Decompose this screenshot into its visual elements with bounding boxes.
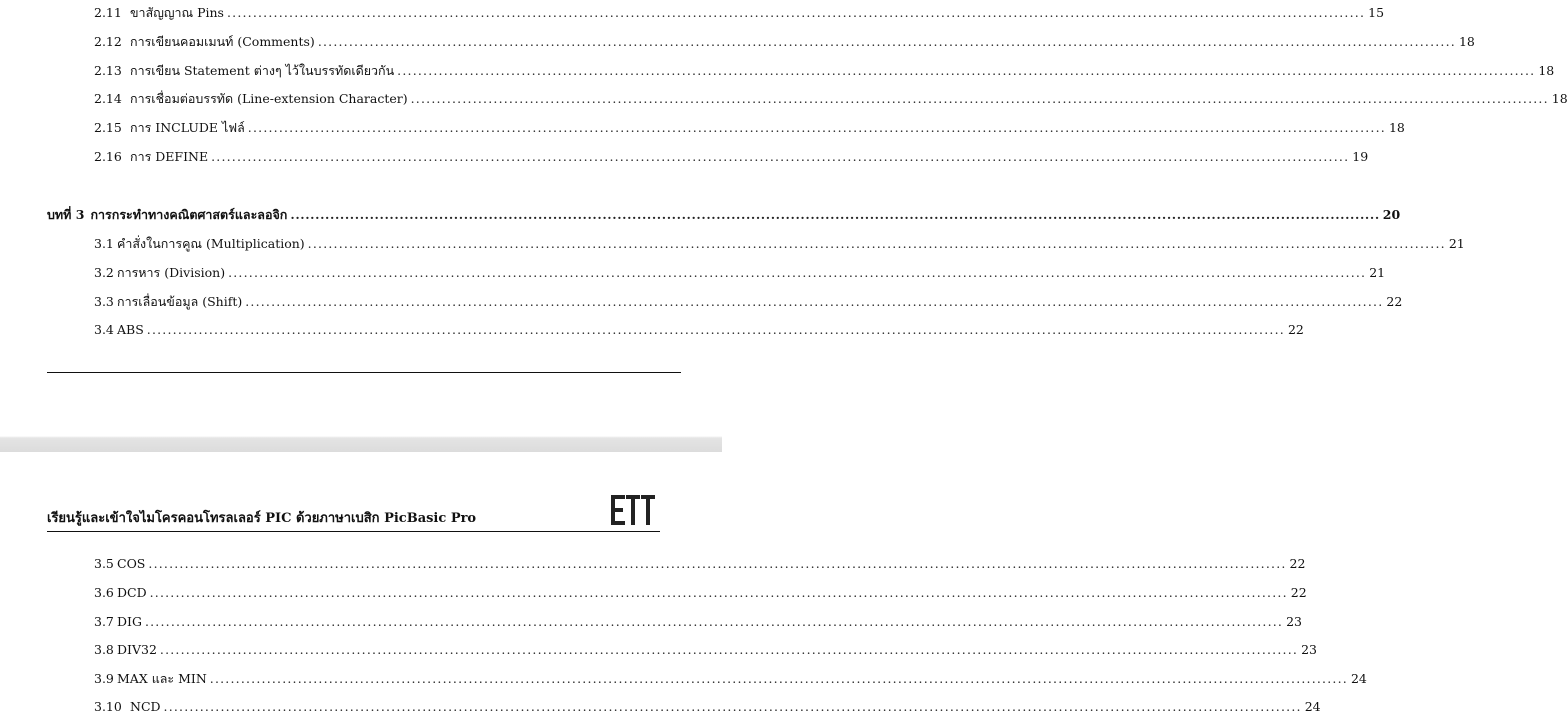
toc-entry-label: [94, 322, 144, 338]
dot-leader: ............................................................................................................................................................................................................................: [149, 585, 1288, 600]
toc-entry-label: [94, 120, 245, 136]
toc-entry-title: การเชื่อมต่อบรรทัด (Line-extension Character): [130, 91, 408, 106]
dot-leader: ............................................................................................................................................................................................................................: [163, 699, 1302, 714]
toc-entry-label: [94, 671, 207, 687]
toc-entry-title: NCD: [130, 699, 161, 714]
toc-entry-title: การเขียน Statement ต่างๆ ไว้ในบรรทัดเดียวกัน: [130, 63, 395, 78]
toc-entry-label: [94, 5, 224, 21]
toc-entry-2-12: [94, 34, 1475, 50]
toc-entry-number: 3.4: [94, 322, 114, 337]
toc-entry-number: 3.6: [94, 585, 114, 600]
toc-entry-page: 18: [1458, 34, 1475, 49]
toc-entry-label: [94, 614, 142, 630]
toc-entry-page: 15: [1368, 5, 1385, 20]
toc-entry-2-15: [94, 120, 1405, 136]
dot-leader: ............................................................................................................................................................................................................................: [159, 642, 1299, 657]
toc-entry-number: 3.2: [94, 265, 114, 280]
toc-entry-title: การเขียนคอมเมนท์ (Comments): [130, 34, 315, 49]
toc-entry-label: [94, 63, 394, 79]
toc-entry-number: 3.8: [94, 642, 114, 657]
toc-entry-label: [94, 91, 408, 107]
toc-entry-3-10: [94, 699, 1321, 715]
toc-entry-3-4: [94, 322, 1304, 338]
dot-leader: ............................................................................................................................................................................................................................: [397, 63, 1536, 78]
toc-entry-title: ABS: [117, 322, 144, 337]
toc-entry-title: การ INCLUDE ไฟล์: [130, 120, 245, 135]
toc-entry-page: 22: [1386, 294, 1403, 309]
dot-leader: ............................................................................................................................................................................................................................: [245, 294, 1384, 309]
chapter-title: การกระทำทางคณิตศาสตร์และลอจิก: [90, 207, 288, 222]
chapter-page: 20: [1382, 207, 1401, 222]
toc-entry-page: 23: [1301, 642, 1317, 657]
toc-entry-3-1: [94, 236, 1465, 252]
toc-entry-title: ขาสัญญาณ Pins: [130, 5, 224, 20]
toc-entry-page: 24: [1304, 699, 1321, 714]
toc-entry-2-16: [94, 149, 1369, 165]
dot-leader: ............................................................................................................................................................................................................................: [209, 671, 1348, 686]
toc-entry-title: การเลื่อนข้อมูล (Shift): [117, 294, 243, 309]
toc-entry-label: [94, 34, 315, 50]
toc-entry-title: DCD: [117, 585, 147, 600]
dot-leader: ............................................................................................................................................................................................................................: [211, 149, 1350, 164]
toc-entry-number: 2.15: [94, 120, 122, 135]
toc-entry-label: [94, 699, 161, 715]
dot-leader: ............................................................................................................................................................................................................................: [317, 34, 1456, 49]
toc-entry-number: 3.9: [94, 671, 114, 686]
toc-entry-label: [94, 642, 157, 658]
toc-entry-page: 21: [1369, 265, 1386, 280]
toc-entry-page: 21: [1448, 236, 1465, 251]
toc-entry-page: 19: [1352, 149, 1369, 164]
toc-entry-label: [94, 265, 225, 281]
toc-entry-title: DIV32: [117, 642, 157, 657]
toc-entry-number: 3.5: [94, 556, 114, 571]
toc-entry-3-2: [94, 265, 1386, 281]
dot-leader: ............................................................................................................................................................................................................................: [148, 556, 1287, 571]
toc-entry-number: 3.10: [94, 699, 122, 714]
dot-leader: ............................................................................................................................................................................................................................: [146, 322, 1285, 337]
toc-entry-number: 3.3: [94, 294, 114, 309]
toc-entry-page: 22: [1287, 322, 1304, 337]
toc-entry-2-14: [94, 91, 1568, 107]
dot-leader: ............................................................................................................................................................................................................................: [228, 265, 1367, 280]
toc-entry-title: COS: [117, 556, 146, 571]
chapter-label: บทที่ 3: [47, 207, 85, 222]
toc-entry-label: [94, 149, 208, 165]
toc-entry-3-3: [94, 294, 1403, 310]
toc-entry-number: 3.1: [94, 236, 114, 251]
toc-entry-page: 18: [1538, 63, 1555, 78]
toc-entry-label: [94, 294, 242, 310]
toc-chapter-3: [47, 207, 1401, 223]
toc-entry-number: 2.14: [94, 91, 122, 106]
footer-rule: [47, 372, 681, 373]
toc-entry-number: 3.7: [94, 614, 114, 629]
toc-entry-number: 2.12: [94, 34, 122, 49]
toc-entry-title: DIG: [117, 614, 142, 629]
toc-entry-title: การหาร (Division): [117, 265, 226, 280]
running-header-title: เรียนรู้และเข้าใจไมโครคอนโทรลเลอร์ PIC ด้วยภาษาเบสิก PicBasic Pro: [47, 511, 477, 526]
toc-entry-page: 22: [1289, 556, 1306, 571]
dot-leader: ............................................................................................................................................................................................................................: [247, 120, 1386, 135]
header-rule: [47, 531, 660, 532]
dot-leader: ............................................................................................................................................................................................................................: [307, 236, 1446, 251]
toc-entry-page: 23: [1286, 614, 1303, 629]
toc-entry-3-7: [94, 614, 1303, 630]
toc-entry-number: 2.11: [94, 5, 122, 20]
toc-entry-number: 2.13: [94, 63, 122, 78]
toc-entry-page: 18: [1551, 91, 1568, 106]
toc-entry-title: MAX และ MIN: [117, 671, 207, 686]
toc-entry-title: การ DEFINE: [130, 149, 209, 164]
toc-entry-title: คำสั่งในการคูณ (Multiplication): [117, 236, 305, 251]
toc-entry-page: 22: [1290, 585, 1307, 600]
toc-entry-2-13: [94, 63, 1555, 79]
toc-entry-label: [94, 585, 147, 601]
dot-leader: ............................................................................................................................................................................................................................: [144, 614, 1284, 629]
toc-entry-label: [94, 556, 145, 572]
toc-entry-page: 24: [1350, 671, 1367, 686]
toc-entry-3-8: [94, 642, 1317, 658]
toc-entry-number: 2.16: [94, 149, 122, 164]
chapter-heading: [47, 207, 287, 223]
dot-leader: ............................................................................................................................................................................................................................: [410, 91, 1549, 106]
toc-entry-label: [94, 236, 305, 252]
dot-leader: ............................................................................................................................................................................................................................: [226, 5, 1366, 20]
toc-entry-3-5: [94, 556, 1306, 572]
toc-entry-page: 18: [1388, 120, 1405, 135]
ett-logo: [608, 493, 656, 527]
page-separator: [0, 422, 722, 452]
toc-entry-3-9: [94, 671, 1367, 687]
toc-entry-3-6: [94, 585, 1307, 601]
toc-entry-2-11: [94, 5, 1385, 21]
dot-leader: ............................................................................................................................................................................................................................: [290, 207, 1380, 222]
